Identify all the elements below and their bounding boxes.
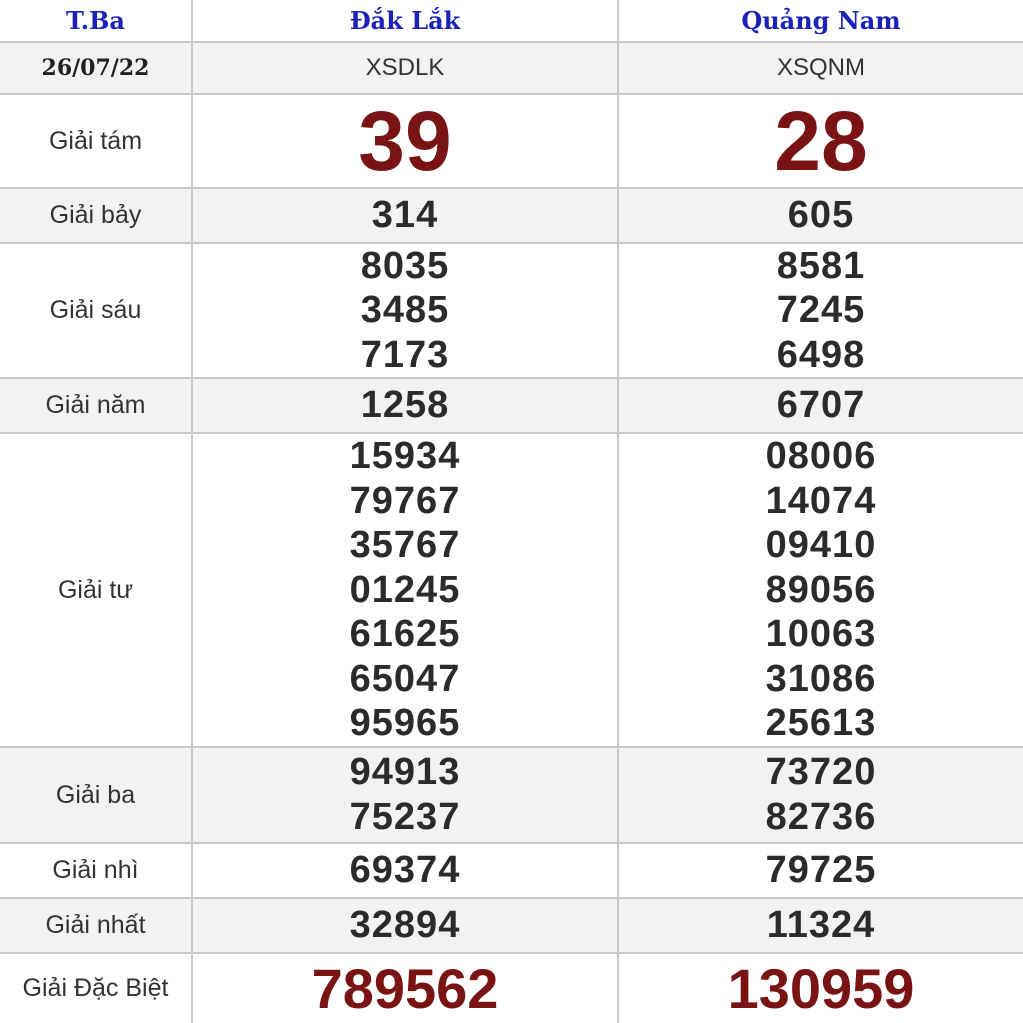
prize-number: 605: [787, 194, 855, 237]
province-2-header[interactable]: Quảng Nam: [619, 0, 1023, 43]
prize-number: 15934: [349, 434, 461, 477]
prize-cell-province-2: [619, 844, 1023, 899]
prize-number: 95965: [349, 702, 461, 745]
prize-number: 39: [358, 95, 452, 188]
prize-cell-province-1: [193, 899, 619, 954]
prize-cell-province-2: [619, 244, 1023, 379]
day-header: T.Ba: [0, 0, 193, 43]
prize-number: 65047: [349, 657, 461, 700]
prize-cell-province-2: [619, 189, 1023, 244]
prize-number: 61625: [349, 613, 461, 656]
prize-cell-province-1: [193, 379, 619, 434]
prize-number: 25613: [765, 702, 877, 745]
prize-number: 75237: [349, 796, 461, 838]
prize-cell-province-1: [193, 244, 619, 379]
prize-number: 32894: [349, 904, 461, 947]
prize-cell-province-1: [193, 189, 619, 244]
draw-date: 26/07/22: [0, 43, 193, 95]
prize-number: 314: [371, 194, 439, 237]
prize-number: 6498: [776, 333, 866, 376]
province-1-code: XSDLK: [193, 43, 619, 95]
prize-number: 73720: [765, 751, 877, 794]
prize-number: 1258: [360, 384, 450, 427]
prize-number: 7245: [776, 289, 866, 332]
prize-number: 8035: [360, 244, 450, 287]
prize-number: 10063: [765, 613, 877, 656]
province-1-header[interactable]: Đắk Lắk: [193, 0, 619, 43]
prize-cell-province-1: [193, 434, 619, 748]
prize-number: 31086: [765, 657, 877, 700]
prize-cell-province-1: [193, 95, 619, 189]
prize-number: 94913: [349, 751, 461, 794]
prize-number: 01245: [349, 568, 461, 611]
prize-number: 3485: [360, 289, 450, 332]
prize-cell-province-2: [619, 434, 1023, 748]
prize-number: 6707: [776, 384, 866, 427]
prize-cell-province-1: [193, 748, 619, 844]
prize-number: 69374: [349, 849, 461, 892]
prize-number: 8581: [776, 244, 866, 287]
prize-label: Giải tám: [0, 95, 193, 189]
prize-number: 79767: [349, 479, 461, 522]
prize-number: 14074: [765, 479, 877, 522]
prize-number: 09410: [765, 524, 877, 567]
prize-cell-province-2: [619, 954, 1023, 1023]
prize-number: 89056: [765, 568, 877, 611]
prize-label: Giải sáu: [0, 244, 193, 379]
prize-label: Giải nhì: [0, 844, 193, 899]
special-prize-number: 130959: [727, 956, 915, 1020]
prize-number: 79725: [765, 849, 877, 892]
prize-number: 82736: [765, 796, 877, 838]
prize-cell-province-2: [619, 748, 1023, 844]
special-prize-number: 789562: [311, 956, 499, 1020]
prize-cell-province-2: [619, 899, 1023, 954]
prize-label: Giải ba: [0, 748, 193, 844]
prize-number: 7173: [360, 333, 450, 376]
prize-cell-province-2: [619, 95, 1023, 189]
prize-label: Giải nhất: [0, 899, 193, 954]
prize-number: 35767: [349, 524, 461, 567]
prize-cell-province-1: [193, 954, 619, 1023]
prize-label: Giải năm: [0, 379, 193, 434]
province-2-code: XSQNM: [619, 43, 1023, 95]
prize-cell-province-2: [619, 379, 1023, 434]
prize-number: 28: [774, 95, 868, 188]
prize-label: Giải Đặc Biệt: [0, 954, 193, 1023]
prize-number: 08006: [765, 434, 877, 477]
prize-label: Giải tư: [0, 434, 193, 748]
prize-label: Giải bảy: [0, 189, 193, 244]
prize-cell-province-1: [193, 844, 619, 899]
prize-number: 11324: [766, 904, 876, 947]
